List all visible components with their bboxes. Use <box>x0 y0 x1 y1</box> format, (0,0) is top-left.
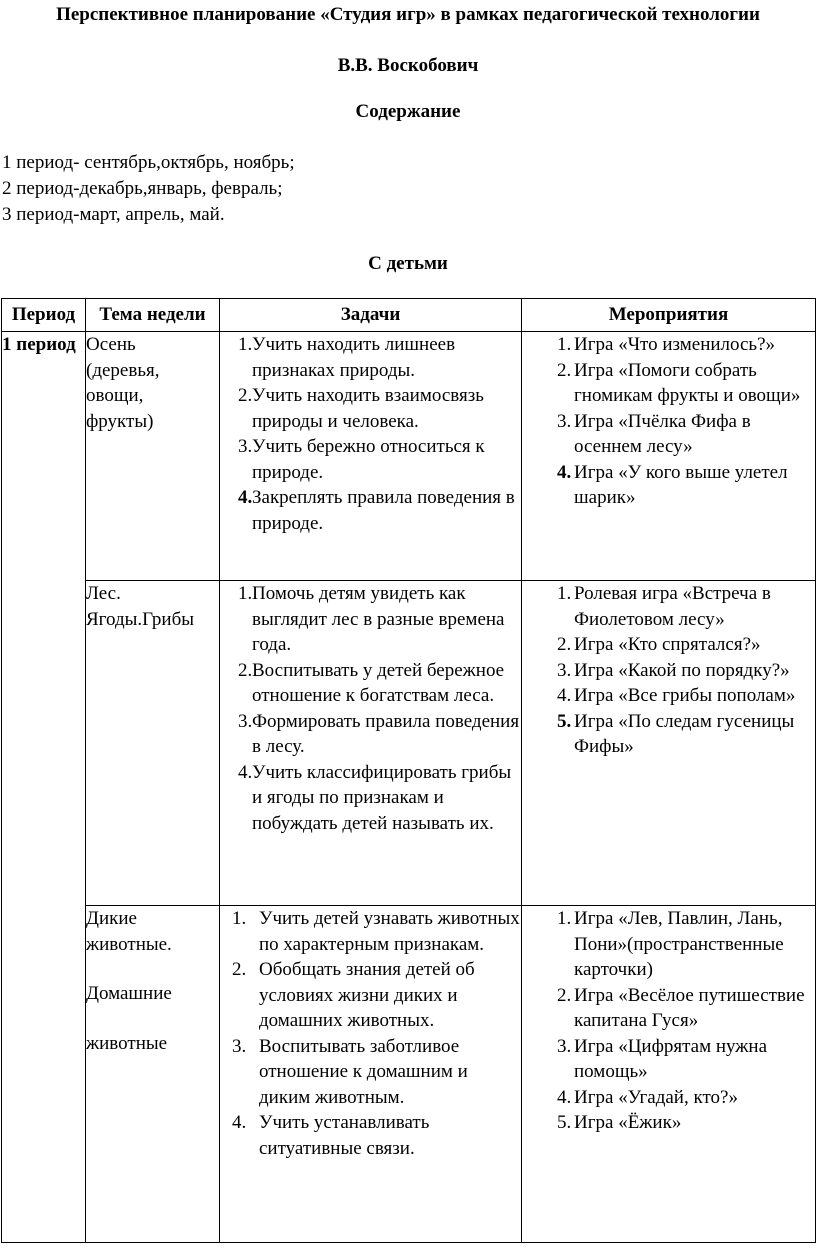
item-text: Учить бережно относиться к природе. <box>252 436 485 483</box>
item-text: Игра «Кто спрятался?» <box>574 634 761 655</box>
item-text: Игра «Помоги собрать гномикам фрукты и овощи» <box>574 359 801 406</box>
period-line: 2 период-декабрь,январь, февраль; <box>2 178 283 199</box>
list-item <box>522 409 815 460</box>
theme-gap <box>86 1007 219 1031</box>
item-text: Игра «Ёжик» <box>574 1112 682 1133</box>
list-item <box>522 709 815 760</box>
header-events: Мероприятия <box>522 299 816 332</box>
header-theme: Тема недели <box>86 299 220 332</box>
item-number: 3. <box>232 1035 247 1057</box>
document-title: Перспективное планирование «Студия игр» в рамках педагогической технологии <box>56 4 760 25</box>
item-text: Воспитывать заботливое отношение к домашним и диким животным. <box>259 1035 468 1108</box>
item-number: 3. <box>557 410 572 432</box>
item-number: 1. <box>232 908 247 929</box>
list-item <box>220 760 521 837</box>
list-item <box>522 983 815 1034</box>
item-number: 4. <box>557 685 572 706</box>
list-item <box>220 658 521 709</box>
item-number: 5. <box>557 1112 572 1133</box>
events-cell <box>522 581 816 906</box>
list-item <box>220 332 521 383</box>
item-text: Игра «Цифрятам нужна помощь» <box>574 1035 768 1082</box>
plan-table <box>1 298 816 1243</box>
period-line: 1 период- сентябрь,октябрь, ноябрь; <box>2 152 295 173</box>
table-row <box>2 581 816 906</box>
item-text: Игра «Лев, Павлин, Лань, Пони»(пространственные карточки) <box>574 908 784 980</box>
item-text: Ролевая игра «Встреча в Фиолетовом лесу» <box>574 583 771 630</box>
list-item <box>522 1085 815 1111</box>
item-text: Учить детей узнавать животных по характерным признакам. <box>259 908 520 955</box>
table-header-row <box>2 299 816 332</box>
item-number: 2. <box>232 959 247 980</box>
list-item <box>522 632 815 658</box>
item-text: Учить находить взаимосвязь природы и человека. <box>252 385 484 432</box>
item-number: 3. <box>238 710 253 732</box>
theme-gap <box>86 957 219 981</box>
list-item <box>522 658 815 684</box>
item-text: Игра «Весёлое путишествие капитана Гуся» <box>574 984 805 1031</box>
tasks-cell <box>220 581 522 906</box>
list-item <box>522 581 815 632</box>
item-number: 2. <box>557 984 572 1006</box>
theme-cell <box>86 906 220 1243</box>
theme-line: животные. <box>86 933 172 955</box>
theme-line: (деревья, <box>86 359 160 381</box>
item-text: Игра «Угадай, кто?» <box>574 1086 738 1108</box>
item-number: 1. <box>238 583 253 604</box>
list-item <box>220 957 521 1034</box>
list-item <box>522 332 815 358</box>
list-item <box>220 581 521 658</box>
list-item <box>522 1110 815 1136</box>
list-item <box>220 906 521 957</box>
header-period: Период <box>2 299 86 332</box>
list-item <box>220 485 521 536</box>
header-tasks: Задачи <box>220 299 522 332</box>
item-number: 1. <box>557 908 572 929</box>
theme-line: Ягоды.Грибы <box>86 608 195 630</box>
list-item <box>220 1110 521 1161</box>
item-text: Учить устанавливать ситуативные связи. <box>259 1112 430 1159</box>
item-number: 2. <box>238 659 253 681</box>
list-item <box>220 383 521 434</box>
item-text: Закреплять правила поведения в природе. <box>252 487 515 534</box>
tasks-cell <box>220 332 522 581</box>
list-item <box>522 906 815 983</box>
item-number: 2. <box>238 385 253 406</box>
list-item <box>220 709 521 760</box>
events-cell <box>522 332 816 581</box>
theme-line: Дикие <box>86 908 137 929</box>
theme-line: Лес. <box>86 583 121 604</box>
periods-list <box>2 150 295 228</box>
table-row <box>2 332 816 581</box>
list-item <box>522 1034 815 1085</box>
item-text: Обобщать знания детей об условиях жизни диких и домашних животных. <box>259 959 475 1031</box>
item-text: Игра «Пчёлка Фифа в осеннем лесу» <box>574 410 751 457</box>
item-number: 4. <box>557 1086 572 1108</box>
item-number: 2. <box>557 359 572 381</box>
item-number: 3. <box>557 1035 572 1057</box>
theme-cell <box>86 332 220 581</box>
theme-line: фрукты) <box>86 410 154 432</box>
with-children-heading: С детьми <box>368 253 448 274</box>
item-number: 4. <box>238 487 253 508</box>
item-text: Игра «Что изменилось?» <box>574 334 776 355</box>
contents-heading: Содержание <box>355 101 461 122</box>
theme-line: животные <box>86 1032 168 1054</box>
events-cell <box>522 906 816 1243</box>
item-text: Помочь детям увидеть как выглядит лес в разные времена года. <box>252 583 505 655</box>
item-number: 4. <box>238 761 253 783</box>
item-text: Воспитывать у детей бережное отношение к богатствам леса. <box>252 659 505 706</box>
list-item <box>220 434 521 485</box>
period-line: 3 период-март, апрель, май. <box>2 204 225 225</box>
table-row <box>2 906 816 1243</box>
tasks-cell <box>220 906 522 1243</box>
item-number: 5. <box>557 710 572 732</box>
theme-cell <box>86 581 220 906</box>
item-text: Игра «Все грибы пополам» <box>574 685 796 706</box>
list-item <box>522 460 815 511</box>
item-text: Учить классифицировать грибы и ягоды по признакам и побуждать детей называть их. <box>252 761 512 834</box>
item-number: 4. <box>232 1112 247 1133</box>
period-cell: 1 период <box>2 332 86 1243</box>
item-text: Формировать правила поведения в лесу. <box>252 710 520 757</box>
item-text: Игра «Какой по порядку?» <box>574 659 790 681</box>
theme-line: Домашние <box>86 983 172 1004</box>
theme-line: Осень <box>86 334 136 355</box>
list-item <box>522 683 815 709</box>
item-number: 1. <box>238 334 253 355</box>
list-item <box>220 1034 521 1111</box>
item-number: 2. <box>557 634 572 655</box>
item-number: 4. <box>557 461 572 483</box>
theme-line: овощи, <box>86 385 144 406</box>
item-number: 3. <box>238 436 253 457</box>
item-text: Игра «По следам гусеницы Фифы» <box>574 710 795 757</box>
item-text: Игра «У кого выше улетел шарик» <box>574 461 788 508</box>
author-name: В.В. Воскобович <box>337 55 479 76</box>
list-item <box>522 358 815 409</box>
item-number: 3. <box>557 659 572 681</box>
item-number: 1. <box>557 583 572 604</box>
item-text: Учить находить лишнеев признаках природы. <box>252 334 456 381</box>
item-number: 1. <box>557 334 572 355</box>
